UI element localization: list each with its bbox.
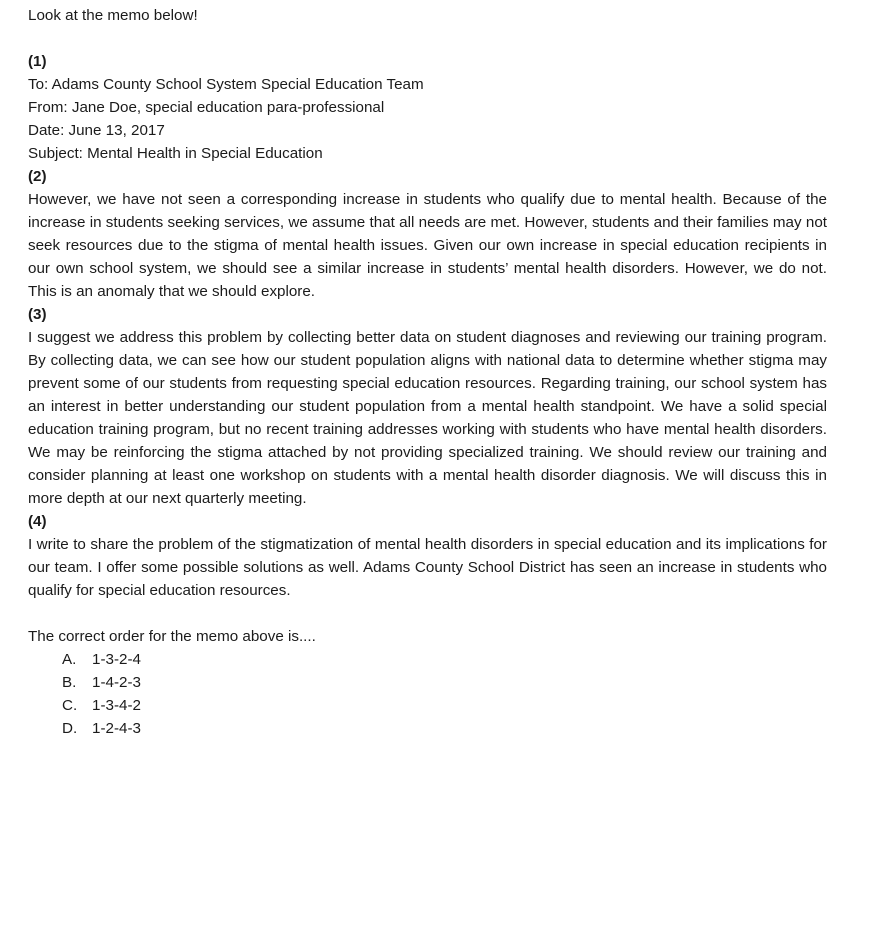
question-prompt: The correct order for the memo above is....	[28, 628, 316, 645]
answer-option-d[interactable]	[28, 717, 827, 740]
answer-options-list	[28, 648, 827, 740]
paragraph-marker-1: (1)	[28, 53, 47, 70]
answer-option-b[interactable]	[28, 671, 827, 694]
paragraph-marker-4: (4)	[28, 513, 47, 530]
option-b-letter: B.	[62, 674, 77, 691]
spacer-after-intro	[28, 27, 827, 50]
paragraph-marker-2: (2)	[28, 168, 47, 185]
paragraph-body-2: However, we have not seen a corresponding increase in students who qualify due to mental health. Because of the increase in students seeking services, we assume that all needs are met. However, students and their families may not seek resources due to the stigma of mental health issues. Given our own increase in special education recipients in our own school system, we should see a similar increase in students’ mental health disorders. However, we do not. This is an anomaly that we should explore.	[28, 191, 827, 300]
paragraph-body-4: I write to share the problem of the stigmatization of mental health disorders in special education and its implications for our team. I offer some possible solutions as well. Adams County School District has seen an increase in students who qualify for special education resources.	[28, 536, 827, 599]
memo-to-line: To: Adams County School System Special Education Team	[28, 76, 424, 93]
memo-subject-line: Subject: Mental Health in Special Education	[28, 145, 323, 162]
intro-instruction: Look at the memo below!	[28, 7, 198, 24]
option-d-letter: D.	[62, 720, 78, 737]
answer-option-a[interactable]	[28, 648, 827, 671]
option-c-letter: C.	[62, 697, 78, 714]
spacer-before-question	[28, 602, 827, 625]
option-b-text: 1-4-2-3	[92, 674, 141, 691]
option-d-text: 1-2-4-3	[92, 720, 141, 737]
paragraph-body-3: I suggest we address this problem by collecting better data on student diagnoses and reviewing our training program. By collecting data, we can see how our student population aligns with national data to determine whether stigma may prevent some of our students from requesting special education resources. Regarding training, our school system has an interest in better understanding our student population from a mental health standpoint. We have a solid special education training program, but no recent training addresses working with students who have mental health disorders. We may be reinforcing the stigma attached by not providing specialized training. We should review our training and consider planning at least one workshop on students with a mental health disorder diagnosis. We will discuss this in more depth at our next quarterly meeting.	[28, 329, 827, 507]
memo-from-line: From: Jane Doe, special education para-professional	[28, 99, 385, 116]
paragraph-marker-3: (3)	[28, 306, 47, 323]
option-a-letter: A.	[62, 651, 77, 668]
option-c-text: 1-3-4-2	[92, 697, 141, 714]
answer-option-c[interactable]	[28, 694, 827, 717]
memo-date-line: Date: June 13, 2017	[28, 122, 165, 139]
option-a-text: 1-3-2-4	[92, 651, 141, 668]
